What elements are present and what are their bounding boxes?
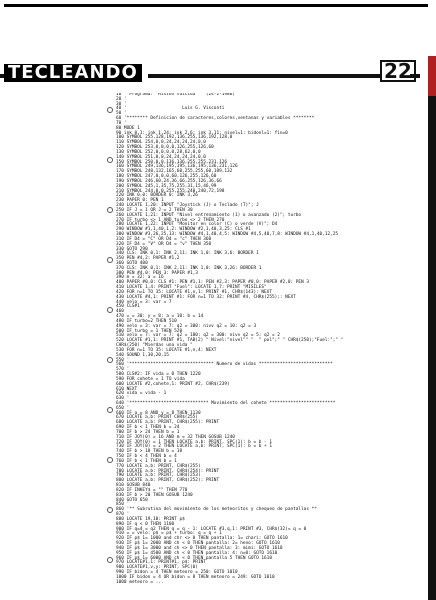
code-line: 580 CLS#2: IF vida = 0 THEN 1220 <box>116 372 201 378</box>
page-edge-strip <box>428 56 436 600</box>
code-line: 670 LOCATE a,b: PRINT CHR$(255) <box>116 415 198 421</box>
code-line: 990 IF bidon = 4 THEN meteoro = 250: GOTO 1010 <box>116 569 238 575</box>
code-line: 520 LOCATE #1,1: PRINT #1, TAB(2) " Nivel:"nivel"" " " pol";" " CHR$(250);"Fuel:";" " <box>116 338 344 344</box>
code-line: 160 SYMBOL 249,136,195,195,136,195,136,231,126 <box>116 164 238 170</box>
code-line: 440 velo = 3: var = 7 <box>116 299 172 305</box>
code-line: 80 MODE 1 <box>116 125 140 131</box>
code-line: 100 SYMBOL 255,128,192,136,255,136,192,128,0 <box>116 135 233 141</box>
page-edge-accent <box>428 56 436 96</box>
code-line: 480 IF turbo=2 THEN 510 <box>116 318 177 324</box>
code-line: 750 IF b < 4 THEN b = 4 <box>116 454 177 460</box>
code-line: 360 GOTO 400 <box>116 260 148 266</box>
code-line: 690 IF b < 1 THEN b = 24 <box>116 425 180 431</box>
code-line: 40 ' Luis G. Visconti <box>116 106 225 112</box>
punch-hole <box>107 257 113 263</box>
code-line: 900 IF q=4 = q2 THEN q = q - 1: LOCATE #3,q,1: PRINT #3, CHR$(32)= q = 0 <box>116 526 307 532</box>
code-line: 620 vida = vida - 1 <box>116 391 167 397</box>
code-line: 610 NEXT <box>116 386 138 392</box>
code-line: 740 IF b > 18 THEN b = 18 <box>116 449 183 455</box>
punch-hole <box>107 407 113 413</box>
code-line: 860 '** Subrutina del movimiento de los meteoritos y chequeo de pantallas ** <box>116 507 317 513</box>
code-line: 870 ' <box>116 512 130 518</box>
code-line: 880 LOCATE 19,10: PRINT p$ <box>116 516 185 522</box>
code-line: 640 '****************************** Movimiento del cohete ************************* <box>116 401 336 406</box>
code-line: 330 GOTO 290 <box>116 246 148 252</box>
code-line: 820 IF INKEY$ = "" THEN 770 <box>116 487 188 493</box>
code-line: 390 m = 32: a = 16 <box>116 275 164 281</box>
page-number: 22 <box>380 60 416 82</box>
punch-hole <box>107 157 113 163</box>
code-line: 140 SYMBOL 251,0,0,24,24,24,24,0,0 <box>116 154 206 160</box>
code-line: 970 LOCATE#1,1: PRINT#1, p$: PRINT <box>116 560 206 566</box>
code-line: 470 = = 30: y = 8: a = 10: b = 14 <box>116 314 204 320</box>
code-line: 90 ink 0,1: ink 1,24: ink 2,6: ink 3,11: nivel=1: bidonl=1: fin=0 <box>116 130 288 136</box>
code-line: 780 LOCATE a,b: PRINT, CHR$(254): PRINT <box>116 468 220 474</box>
code-line: 540 SOUND 1,30,20,15 <box>116 352 169 358</box>
code-line: 60 '******** Definicion de caracteres,colores,ventanas y variables ******** <box>116 116 315 122</box>
code-line: 710 IF JOY(0) = 16 AND m = 32 THEN GOSUB 1240 <box>116 434 235 440</box>
code-line: 920 IF p$ 1= 1000 and chr <> 0 THEN pantalla: 1= chari: GOTO 1610 <box>116 536 288 542</box>
code-line: 220 INK 0,0: BORDER 0: INK 3,26 <box>116 193 198 199</box>
punch-hole <box>107 507 113 513</box>
punch-hole <box>107 357 113 363</box>
code-line: 930 IF p$ 1= 2000 AND ch < 0 THEN pantalla: 2= heno: GOTO 1610 <box>116 541 280 547</box>
code-line: 810 GOSUB 840 <box>116 483 151 489</box>
code-line: 560 '******************************** Numero de vidas **************************** <box>116 362 333 368</box>
code-line: 530 FOR n=1 TO 35: LOCATE #1,n,4: NEXT <box>116 347 217 353</box>
code-line: 490 velo = 3: var = 7: q2 = 300: nivv q2 = 10: q2 = 3 <box>116 323 257 329</box>
code-line: 760 IF b < 1 THEN b = 1 <box>116 458 177 464</box>
code-line: 370 CLS: INK 0,1: INK 2,11: INK 1,0: INK 3,26: BORDER 1 <box>116 265 262 271</box>
code-line: 320 IF D4 = "V" OR D4 = "v" THEN 350 <box>116 241 212 247</box>
code-line: 720 IF JOY(0) = 1 THEN LOCATE a,b: PRINT, SPC(1): b = b - 1 <box>116 439 272 445</box>
code-line: 770 LOCATE a,b: PRINT, CHR$(255) <box>116 463 201 469</box>
code-line: 150 SYMBOL 250,0,0,136,136,255,255,231,126 <box>116 159 228 165</box>
code-line: 110 SYMBOL 254,0,0,24,24,24,24,0,0 <box>116 140 206 146</box>
code-line: 20 ' <box>116 96 127 102</box>
code-line: 650 ' <box>116 405 130 411</box>
code-line: 1000 IF bidon = 4 OR bidon = 8 THEN meteoro = 249: GOTO 1010 <box>116 574 275 580</box>
code-line: 1000 meteoro = ... <box>116 579 164 585</box>
code-line: 210 SYMBOL 244,0,0,255,255,240,240,72,198 <box>116 188 225 194</box>
punch-hole <box>107 207 113 213</box>
top-rule <box>4 4 428 7</box>
code-line: 350 PEN #4,2: PAPER #1,2 <box>116 256 180 262</box>
code-line: 850 ' <box>116 502 130 508</box>
code-line: 700 IF b > 24 THEN b = 1 <box>116 429 180 435</box>
code-line: 400 PAPER #0,0: CLS #1: PEN #1,1: PEN #2,3: PAPER #0,0: PAPER #2,0: PEN 3 <box>116 280 309 286</box>
code-line: 980 LOCATE#1,v,y: PRINT, SPC(0) <box>116 565 198 571</box>
punch-hole <box>107 307 113 313</box>
code-line: 380 PEN #4,0: PEN 3: PAPER #1,3 <box>116 270 198 276</box>
code-line: 680 LOCATE a,b: PRINT, CHR$(255): PRINT <box>116 420 220 426</box>
code-line: 800 LOCATE a,b: PRINT, CHR$(252): PRINT <box>116 478 220 484</box>
punch-hole <box>107 557 113 563</box>
code-line: 550 ' <box>116 357 130 363</box>
code-line: 280 LOCATE 1,22: INPUT "Monitor en color (C) o verde (V)"; D4 <box>116 222 278 228</box>
code-line: 950 IF p$ 1= 4500 AND ch < 0 THEN pantalla: 4: n=0: GOTO 1610 <box>116 550 278 556</box>
code-line: 450 CLS#1 <box>116 304 140 310</box>
code-line: 510 velo = 7: var = 7: q2 = 180: q2 = 300: nivv q2 = 5: q2 = 2 <box>116 333 280 339</box>
code-line: 590 FOR cohete = 1 TO vida <box>116 376 185 382</box>
code-line: 270 IF turbo <> 1 AND turbo <> 2 THEN 270 <box>116 217 225 223</box>
code-line: 240 LOCATE 1,20: INPUT "Joystick (J) o Teclado (T)"; J <box>116 203 259 209</box>
code-line: 430 LOCATE #4,1: PRINT #1: FOR n=1 TO 32: PRINT #4, CHR$(255);: NEXT <box>116 294 296 300</box>
code-line: 910 = = velo: p$ = p$ + turbo: q = q + 1 <box>116 531 222 537</box>
code-line: 30 ' <box>116 101 127 107</box>
code-line: 940 IF p$ 1= 3000 and ch <> 0 THEN pantalla: 3: mimi: GOTO 1610 <box>116 545 283 551</box>
code-line: 130 SYMBOL 252,0,0,0,0,28,62,0,0 <box>116 149 201 155</box>
code-line: 890 IF q < 0 THEN 1100 <box>116 521 175 527</box>
magazine-header <box>0 59 436 83</box>
code-line: 500 IF turbo = 1 THEN 520 <box>116 328 183 334</box>
code-line: 310 IF D4 = "C" OR D4 = "c" THEN 360 <box>116 236 212 242</box>
code-line: 10 ' Programa: "Mision suicida" (24-2-1986) <box>116 93 235 97</box>
code-line: 300 WINDOW #3,26,25,13: WINDOW #4,1,40,4,5: WINDOW #4,5,40,7,8: WINDOW #4,1,40,12,25 <box>116 232 339 238</box>
code-line: CHR$(250) "Mierdas una vida " <box>116 343 193 349</box>
code-line: 840 GOTO 650 <box>116 497 148 503</box>
code-line: 120 SYMBOL 253,0,0,0,0,126,255,126,60 <box>116 145 214 151</box>
code-line: 170 SYMBOL 248,132,165,60,255,255,60,189,132 <box>116 169 233 175</box>
page-number-box <box>380 60 410 82</box>
code-line: 70 ' <box>116 120 127 126</box>
punch-hole <box>107 457 113 463</box>
code-line: 660 IF a = 8 AND y = 8 THEN 1130 <box>116 410 201 416</box>
code-line: 600 LOCATE #2,cohete,1: PRINT #2, CHR$(239) <box>116 381 230 387</box>
code-line: 50 ' <box>116 111 127 117</box>
code-line: 790 LOCATE a,b: PRINT, CHR$(253) <box>116 473 201 479</box>
title-box <box>4 64 148 82</box>
section-title: TECLEANDO <box>4 64 142 82</box>
code-line: 960 IF p$ 1= 6000 AND ch < 0 THEN pantalla 5 THEN GOTO 1610 <box>116 555 272 561</box>
code-line: 630 ' <box>116 396 130 402</box>
punch-hole <box>107 107 113 113</box>
code-line: 570 ' <box>116 367 130 373</box>
code-line: 460 <box>116 309 127 315</box>
code-line: 200 SYMBOL 245,1,35,75,255,31,15,46,99 <box>116 183 217 189</box>
code-line: 340 CLS: INK 0,1: INK 2,11: INK 1,0: INK 3,6: BORDER 1 <box>116 251 259 257</box>
code-line: 180 SYMBOL 247,0,0,0,60,126,255,126,60 <box>116 174 217 180</box>
code-line: 260 LOCATE 1,21: INPUT "Nivel entrenamiento (1) o avanzado (2)"; turbo <box>116 212 302 218</box>
code-line: 730 IF JOY(0) = 2 THEN LOCATE a,b: PRINT, SPC(1): b = b + 1 <box>116 444 272 450</box>
code-line: 410 LOCATE 1,4: PRINT "Fuel": LOCATE 1,7: PRINT "MISILES" <box>116 285 267 291</box>
code-line: 250 IF J = 1 OR J = 2 THEN 30 <box>116 207 193 213</box>
code-line: 830 IF b > 20 THEN GOSUB 1240 <box>116 492 193 498</box>
code-line: 290 WINDOW #1,1,40,1,2: WINDOW #2,1,40,3,25: CLS #1 <box>116 227 251 233</box>
code-line: 230 PAPER 0: PEN 1 <box>116 198 164 204</box>
code-line: 420 FOR n=1 TO 35: LOCATE #1,n,1: PRINT #1, CHR$(143): NEXT <box>116 289 272 295</box>
code-line: 190 SYMBOL 246,60,24,36,66,255,126,36,66 <box>116 178 222 184</box>
basic-program-listing <box>116 93 360 593</box>
